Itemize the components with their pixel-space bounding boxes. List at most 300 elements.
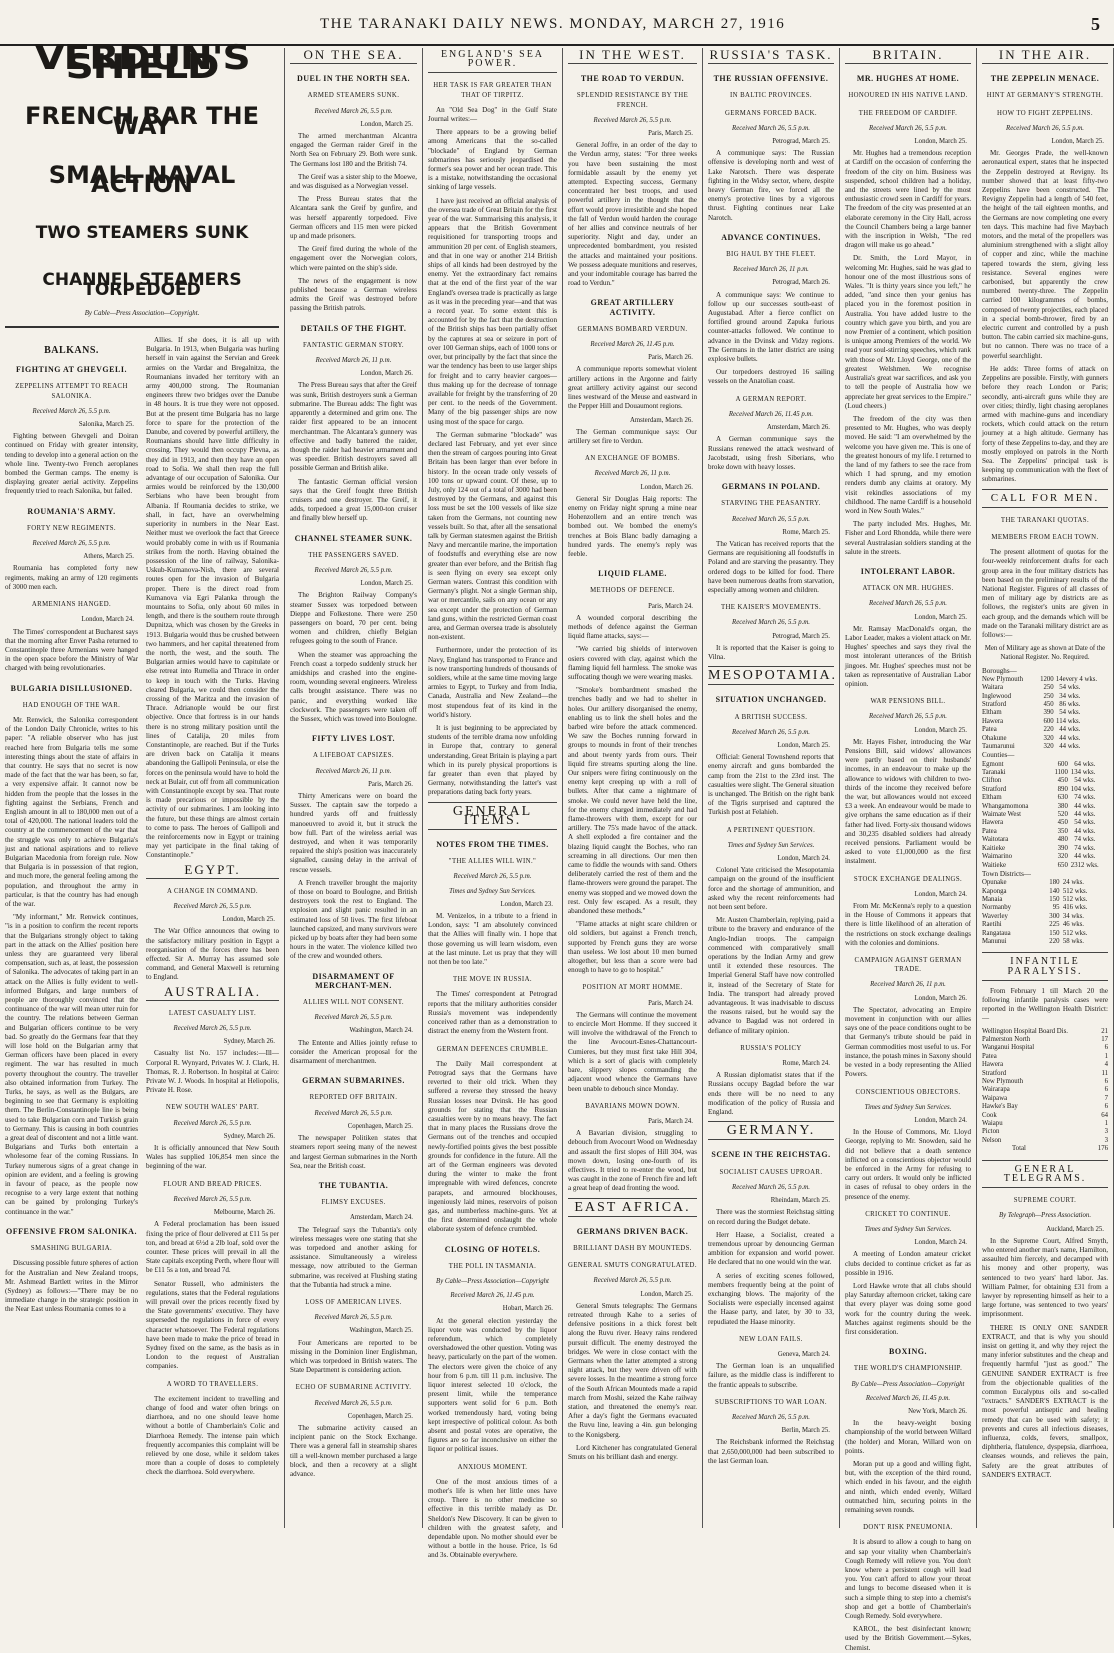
- place-date: Auckland, March 25.: [1046, 1225, 1104, 1233]
- paragraph: A meeting of London amateur cricket clubs decided to continue cricket as far as possible in 1916.: [845, 1250, 971, 1277]
- table-row: [982, 862, 1108, 870]
- table-cell: every 4 wks.: [1062, 675, 1098, 683]
- paragraph: The party included Mrs. Hughes, Mr. Fisher and Lord Rhondda, while there were several Australasian soldiers standing at the salute in the streets.: [845, 520, 971, 556]
- table-cell: 6 wks.: [1066, 921, 1084, 929]
- table-cell: 4: [1074, 802, 1078, 810]
- subhead: POSITION AT MORT HOMME.: [582, 984, 683, 992]
- subhead: ROUMANIA'S ARMY.: [27, 506, 116, 516]
- paragraph: "My informant," Mr. Renwick continues, "is in a position to confirm the recent reports that the Bulgarians strongly object to taking part in the attack on the Allies' position here unless they are guaranteed very liberal compensation, such as, at least, the possession of Salonika. The advocates of taking part in an attack on the Allies is fully evident to well-informed Bulgars, and large numbers of people are thoroughly convinced that the continuance of the war will mean utter ruin for the country. The relations between German and Bulgarian officers continue to be very bad. So greatly do the Germans fear that they will lose hold on the Bulgarian army that German officers have been placed in every regiment. The war has resulted in much poverty throughout the country. The traveller also obtained information from Turkey. The Turks, he says, as well as the Bulgars, are beginning to see that Germany is exploiting them. The Berlin-Constantinople line is being used to take Bulgarian corn and Turkish grain to Germany. This is causing in both countries a great deal of discontent and not a little want. Bulgarians and Turks both entertain a wholesome fear of the coming Russians. In Turkey numerous signs of a great change in opinion are evident, and a feeling is growing in favour of peace, as the people now recognise to a very large extent that nothing can be gained by prolonging Turkey's continuance in the war.": [5, 913, 138, 1216]
- paragraph: Mr. Hughes had a tremendous reception at Cardiff on the occasion of conferring the freedom of the city on him. Business was suspended, school children had a holiday, and the streets were lined by the most enthusiastic crowd seen in Cardiff for years. The freedom of the city was presented at an elaborate ceremony in the City Hall, across the Council Chambers being a large banner with the inscription in Welsh, "The red dragon will make us go ahead.": [845, 149, 971, 250]
- paragraph: There was the stormiest Reichstag sitting on record during the Budget debate.: [708, 1208, 834, 1226]
- dateline: Received March 26, 5.5 p.m.: [314, 107, 393, 115]
- place-date: Amsterdam, March 26.: [766, 424, 830, 432]
- place-date: Paris, March 24.: [648, 602, 693, 610]
- subhead: BAVARIANS MOWN DOWN.: [585, 1102, 680, 1110]
- subhead: INTOLERANT LABOR.: [860, 566, 956, 576]
- dateline: Received March 26, 11.45 p.m.: [728, 410, 814, 418]
- table-row: [982, 811, 1108, 819]
- section-head-in-the-west: IN THE WEST.: [568, 50, 697, 64]
- place-date: Paris, March 25.: [648, 130, 693, 138]
- paragraph: A communique says: We continue to follow up our successes south-east of Augustabad. After a fierce conflict on fortified ground around Zapuka furious counter-attacks followed. We continue to advance in the Dvinsk and Vidzy regions. The Germans in the latter district are using explosive bullets.: [708, 290, 834, 364]
- section-head-mesopotamia: MESOPOTAMIA.: [708, 666, 834, 685]
- table-cell: Waitara: [982, 684, 1003, 692]
- table-cell: Hawera: [982, 1061, 1004, 1069]
- table-cell: 4 wks.: [1077, 794, 1096, 802]
- subhead: DON'T RISK PNEUMONIA.: [863, 1524, 953, 1532]
- table-cell: Patea: [982, 1052, 997, 1060]
- table-cell: 150: [1049, 929, 1060, 937]
- paragraph: Mr. Austen Chamberlain, replying, paid a tribute to the bravery and endurance of the Anglo-Indian troops. The campaign commenced with comparatively small operations by the Indian Army and grew until it extended these resources. The Imperial General Staff have now controlled it, instead of the Secretary of State for India. The transport had already proved advantageous. It was inadvisable to discuss the reasons raised, but he would say the advance to Bagdad was not ordered in defiance of military opinion.: [708, 916, 834, 1035]
- table-row: [982, 1061, 1108, 1069]
- table-cell: 4 wks.: [1066, 879, 1084, 887]
- table-cell: 4 wks.: [1062, 692, 1081, 700]
- table-row: [982, 879, 1108, 887]
- place-date: Salonika, March 25.: [78, 421, 134, 429]
- subhead: DETAILS OF THE FIGHT.: [300, 323, 407, 333]
- subhead: CRICKET TO CONTINUE.: [865, 1210, 951, 1218]
- table-cell: Clifton: [982, 777, 1002, 785]
- table-cell: 14: [1055, 675, 1063, 683]
- table-cell: 6: [1104, 1103, 1108, 1111]
- banner-headline-1: VERDUN'S SHIELD: [34, 38, 250, 88]
- place-date: Geneva, March 24.: [777, 1350, 830, 1358]
- subhead: METHODS OF DEFENCE.: [590, 587, 675, 595]
- table-cell: 8: [1059, 701, 1063, 708]
- quota-table-towns: [982, 879, 1108, 946]
- table-cell: 140: [1049, 887, 1060, 895]
- section-head-australia: AUSTRALIA.: [146, 987, 279, 1001]
- subhead: A LIFEBOAT CAPSIZES.: [313, 752, 394, 760]
- place-date: Copenhagen, March 25.: [347, 1412, 413, 1420]
- paragraph: The freedom of the city was then presented to Mr. Hughes, who was deeply moved. He said: "I am overwhelmed by the welcome you have given me. This is one of the greatest honours of my life. I returned to the land of my fathers to see the race from which I had sprung, and my emotion renders dumb any claims at oratory. My visit rekindles associations of my childhood. The name Cardiff is a household word in New South Wales.": [845, 414, 971, 515]
- table-row: [982, 1103, 1108, 1111]
- paragraph: The fantastic German official version says that the Greif fought three British cruisers and one destroyer. The Greif, it adds, torpedoed a great 15,000-ton cruiser and finally blew herself up.: [290, 477, 417, 523]
- table-cell: 5: [1062, 887, 1067, 895]
- table-cell: Stratford: [982, 1069, 1007, 1077]
- subhead: ANXIOUS MOMENT.: [457, 1463, 528, 1471]
- paragraph: In the heavy-weight boxing championship of the world between Willard (the holder) and Moran, Willard won on points.: [845, 1419, 971, 1455]
- table-cell: 4 wks.: [1077, 760, 1096, 768]
- table-cell: 4 wks.: [1062, 734, 1081, 742]
- dateline: Received March 26, 5.5 p.m.: [32, 540, 111, 548]
- subhead: SPLENDID RESISTANCE BY THE FRENCH.: [576, 92, 689, 109]
- total-label: Total: [1012, 1145, 1026, 1153]
- subhead: ECHO OF SUBMARINE ACTIVITY.: [295, 1384, 412, 1392]
- subhead: DISARMAMENT OF MERCHANT-MEN.: [312, 971, 395, 990]
- table-row: [982, 1044, 1108, 1052]
- subhead: THE FREEDOM OF CARDIFF.: [858, 109, 958, 117]
- paragraph: Thirty Americans were on board the Sussex. The captain saw the torpedo a hundred yards off and fruitlessly manoeuvred to avoid it, but it struck the bow full. Part of the wireless aerial was destroyed, and when it was temporarily repaired the ship's position was inaccurately signalled, causing delay in the arrival of rescue vessels.: [290, 792, 417, 874]
- balkans-two-columns: [5, 336, 279, 1482]
- source-line: Times and Sydney Sun Services.: [449, 887, 536, 895]
- balkans-left: [5, 336, 138, 1482]
- subhead: LIQUID FLAME.: [598, 569, 667, 579]
- subhead: STOCK EXCHANGE DEALINGS.: [853, 875, 963, 883]
- table-cell: 1: [1104, 1120, 1108, 1128]
- place-date: Petrograd, March 26.: [772, 279, 830, 287]
- table-cell: 5: [1074, 819, 1078, 827]
- paragraph: A series of exciting scenes followed, members frequently being at the point of exchanging blows. The majority of the Socialists were especially incensed against the Haase party, and later, by 30 to 33, repudiated the Haase minority.: [708, 1271, 834, 1326]
- paragraph: The Germans will continue the movement to encircle Mort Homme. If they succeed it will involve the withdrawal of the French to the line Avocourt-Esnes-Chattancourt-Cumieres, but they must first take Hill 304, which is a sort of glacis with completely bare, slippery slopes commanding the adjacent wood whence the Germans have been unable to debouch since Monday.: [568, 1010, 697, 1093]
- section-head-call-for-men: CALL FOR MEN.: [982, 489, 1108, 508]
- section-head-balkans: BALKANS.: [44, 345, 99, 357]
- table-cell: Waipawa: [982, 1094, 1008, 1102]
- place-date: London, March 26.: [914, 994, 967, 1002]
- subhead: SMASHING BULGARIA.: [30, 1245, 113, 1253]
- subhead: A CHANGE IN COMMAND.: [166, 887, 259, 895]
- paragraph: The War Office announces that owing to the satisfactory military position in Egypt a reorganisation of the forces there has been effected. Sir A. Murray has assumed sole command, and General Maxwell is returning to England.: [146, 927, 279, 982]
- table-row: [982, 853, 1108, 861]
- table-cell: 4 wks.: [1066, 912, 1084, 920]
- table-cell: 6: [1104, 1044, 1108, 1052]
- table-cell: Waverley: [982, 912, 1008, 920]
- table-cell: 17: [1101, 1036, 1108, 1043]
- table-row: [982, 1095, 1108, 1103]
- table-row: [982, 701, 1108, 709]
- table-cell: 600: [1057, 760, 1068, 768]
- subhead: MEMBERS FROM EACH TOWN.: [991, 533, 1099, 541]
- subhead: NOTES FROM THE TIMES.: [436, 840, 549, 850]
- subhead: GERMANS BOMBARD VERDUN.: [577, 325, 688, 333]
- paragraph: When the steamer was approaching the French coast a torpedo suddenly struck her amidships and crashed into the engine-room, wounding several engineers. Wireless calls brought assistance. There was no panic, and everything worked like clockwork. The passengers were taken off the Sussex, which was towed into Boulogne.: [290, 650, 417, 723]
- source-line: Times and Sydney Sun Services.: [727, 841, 815, 849]
- place-date: Sydney, March 26.: [223, 1038, 275, 1046]
- table-cell: 320: [1043, 734, 1054, 742]
- subhead: THE KAISER'S MOVEMENTS.: [720, 604, 822, 612]
- column-britain: [840, 47, 977, 1652]
- table-row: [982, 761, 1108, 769]
- paragraph: Mr. Hayes Fisher, introducing the War Pensions Bill, said widows' allowances were partly based on their husbands' incomes, in an endeavour to make up the allowance to widows with children to two-thirds of the income they received before the war, but allowances would not exceed £3 a week. An endeavour would be made to give orphans the same education as if their father had lived. Forty-six thousand widows and 30,235 disabled soldiers had already received pensions. Parliament would be asked to vote £1,000,000 as the first instalment.: [845, 737, 971, 866]
- subhead: HONOURED IN HIS NATIVE LAND.: [848, 92, 968, 100]
- dateline: Received March 26, 11 p.m.: [733, 266, 809, 274]
- paragraph: He adds: Three forms of attack on Zeppelins are possible. Firstly, with gunners before they reach London or Paris; secondly, anti-aircraft guns while they are over cities; thirdly, light chasing aeroplanes armed with machine-guns and incendiary rockets, which could attack on the return journey at a high altitude. Germany has forty of these Zeppelins to-day, and they are mostly employed on patrols in the North Sea. The Zeppelins' principal task is keeping up communication with the fleet of submarines.: [982, 364, 1108, 484]
- place-date: London, March 25.: [914, 613, 967, 621]
- banner-headline-5: CHANNEL STEAMERS TORPEDOED: [42, 270, 242, 300]
- divider: [5, 326, 279, 328]
- subhead: GERMAN DEFENCES CRUMBLE.: [436, 1045, 549, 1053]
- table-cell: Kaitieke: [982, 844, 1006, 852]
- dateline: Received March 26, 5.5 p.m.: [314, 1109, 393, 1117]
- section-head-general-items: GENERAL ITEMS.: [428, 802, 557, 830]
- place-date: Berlin, March 25.: [781, 1427, 830, 1435]
- table-cell: 450: [1057, 819, 1068, 827]
- subhead: THE PASSENGERS SAVED.: [308, 551, 399, 559]
- subhead: BULGARIA DISILLUSIONED.: [10, 683, 133, 693]
- subhead: MR. HUGHES AT HOME.: [856, 74, 960, 84]
- table-row: [982, 1078, 1108, 1086]
- table-cell: 16 wks.: [1066, 904, 1088, 912]
- section-head-in-the-air: IN THE AIR.: [982, 50, 1108, 64]
- table-cell: 7: [1104, 1094, 1108, 1102]
- column-banner-balkans: [0, 38, 285, 1528]
- paragraph: The Greif fired during the whole of the engagement over the Norwegian colors, which were painted on the ship's side.: [290, 245, 417, 272]
- subhead: ALLIES WILL NOT CONSENT.: [302, 999, 405, 1007]
- subhead: ARMENIANS HANGED.: [31, 601, 112, 609]
- table-cell: 6: [1104, 1086, 1108, 1094]
- paragraph: Furthermore, under the protection of its Navy, England has transported to France and is now transporting hundreds of thousands of soldiers, while at the same time moving large armies to Egypt, to Turkey and from India, Canada, Australia and New Zealand—the most stupendous feat of its kind in the world's history.: [428, 646, 557, 719]
- paragraph: At the general election yesterday the liquor vote was conducted by the liquor referendum, which completely overshadowed the other question. Voting was heavy, particularly on the part of the women. The electors were given the choice of any hour from 6 p.m. till 11 p.m. inclusive. The liquor interest selected 10 o'clock, the present limit, while the temperance supporters went solid for 6 p.m. Both worked tremendously hard, voting being kept irrespective of political colour. As both absent and postal votes are operative, the figures are so far inconclusive on either the liquor or political issues.: [428, 1316, 557, 1454]
- table-cell: 1100: [1054, 769, 1068, 777]
- paragraph: KAROL, the best disinfectant known; used by the British Government.—Sykes, Chemist.: [845, 1625, 971, 1652]
- subhead: HAD ENOUGH OF THE WAR.: [22, 701, 121, 709]
- credit-line: By Cable—Press Association—Copyright: [851, 1380, 965, 1388]
- table-row: [982, 896, 1108, 904]
- paragraph: "We carried big shields of interwoven osiers covered with clay, against which the flaming liquid fell harmless. The smoke was suffocating though we were wearing masks.: [568, 645, 697, 681]
- paragraph: A communique reports somewhat violent artillery actions in the Argonne and fairly great artillery activity against our second lines westward of the Meuse and eastward in the Pepper Hill and Douaumont regions.: [568, 365, 697, 411]
- subhead: "THE ALLIES WILL WIN.": [448, 858, 537, 866]
- place-date: London, March 24.: [81, 616, 134, 624]
- paragraph: The Spectator, advocating an Empire movement in conjunction with our allies says one of the peace conditions ought to be that Germany's tribute should be paid in German commodities most useful to us. For instance, the potash mines in Saxony should be vested in a body representing the Allied Powers.: [845, 1005, 971, 1079]
- dateline: Received March 26, 5.5 p.m.: [593, 1277, 672, 1285]
- total-value: 176: [1097, 1145, 1108, 1153]
- table-cell: 300: [1049, 912, 1060, 920]
- subhead: STARVING THE PEASANTRY.: [721, 500, 821, 508]
- subhead: GENERAL SMUTS CONGRATULATED.: [568, 1262, 697, 1270]
- subhead: GERMANS DRIVEN BACK.: [576, 1226, 689, 1236]
- table-cell: 4 wks.: [1077, 811, 1096, 819]
- table-cell: 4 wks.: [1077, 802, 1096, 810]
- paragraph: The Times' correspondent at Petrograd reports that the military authorities consider Russia's movement was independently conceived rather than as a demonstration to distract the enemy from the Western front.: [428, 990, 557, 1036]
- paragraph: From Mr. McKenna's reply to a question in the House of Commons it appears that there is little likelihood of an alteration of the restrictions on stock exchange dealings with the colonies and dominions.: [845, 902, 971, 947]
- paragraph: The German communique says: Our artillery set fire to Verdun.: [568, 427, 697, 445]
- place-date: Paris, March 26.: [368, 780, 413, 788]
- place-date: London, March 24.: [914, 1239, 967, 1247]
- dateline: Received March 26, 11 p.m.: [594, 470, 671, 478]
- section-head-on-the-sea: ON THE SEA.: [290, 50, 417, 64]
- paragraph: It is absurd to allow a cough to hang on and sap your vitality when Chamberlain's Cough Remedy will relieve you. You don't know where a persistent cough will lead you. You can't afford to allow your throat and lungs to become diseased when it is such a simple thing to step into a chemist's shop and get a bottle of Chamberlain's Cough Remedy. Sold everywhere.: [845, 1538, 971, 1621]
- paragraph: Mr. Ramsay MacDonald's organ, the Labor Leader, makes a violent attack on Mr. Hughes' speeches and says they rival the most intolerant utterances of the British jingoes. Mr. Hughes' speeches must not be taken as representative of Australian Labor opinion.: [845, 624, 971, 688]
- dateline: Received March 26, 5.5 p.m.: [869, 713, 947, 721]
- quota-table-header: Men of Military age as shown at Date of the National Register. No. Required.: [984, 645, 1106, 662]
- table-cell: 650: [1057, 861, 1068, 869]
- paragraph: There appears to be a growing belief among Americans that the so-called "blockade" of England by German submarines has seriously jeopardised the former's sea power and her ocean trade. This is a mistake, notwithstanding the occasional sinking of large vessels.: [428, 128, 557, 192]
- table-cell: 6 wks.: [1062, 701, 1081, 708]
- subhead: RUSSIA'S POLICY: [740, 1044, 802, 1052]
- subhead: HOW TO FIGHT ZEPPELINS.: [997, 109, 1093, 117]
- subhead: ARMED STEAMERS SUNK.: [307, 92, 400, 100]
- table-row: [982, 1036, 1108, 1044]
- subhead: FLOUR AND BREAD PRICES.: [163, 1180, 262, 1188]
- table-cell: 4: [1059, 743, 1063, 751]
- table-cell: 11: [1056, 717, 1063, 725]
- paragraph: A communique says: The Russian offensive is developing north and west of Lake Narotsch. There was desperate fighting in the Widsy sector, where, despite heavy German fire, we forced all the enemy's protective lines by a vigorous thrust. Fighting continues near Lake Narotch.: [708, 149, 834, 222]
- table-cell: 220: [1043, 726, 1054, 734]
- paragraph: A German communique says the Russians renewed the attack westward of Jacobstadt, using fresh Siberians, who broke down with heavy losses.: [708, 435, 834, 471]
- table-cell: Manaia: [982, 895, 1003, 903]
- table-row: [982, 888, 1108, 896]
- table-cell: Nelson: [982, 1136, 1002, 1144]
- table-cell: 4 wks.: [1077, 785, 1096, 793]
- subhead: GERMANS IN POLAND.: [721, 482, 821, 492]
- place-date: London, March 25.: [777, 741, 830, 749]
- dateline: Received March 26, 5.5 p.m.: [869, 124, 947, 132]
- masthead-title: THE TARANAKI DAILY NEWS. MONDAY, MARCH 27, 1916: [320, 16, 786, 32]
- table-cell: Kaponga: [982, 887, 1007, 895]
- section-head-englands-sea-power: ENGLAND'S SEA POWER.: [428, 50, 557, 73]
- paragraph: From February 1 till March 20 the following infantile paralysis cases were reported in the Wellington Health District:—: [982, 986, 1108, 1023]
- dateline: Received March 26, 11 p.m.: [870, 981, 946, 989]
- subhead: CHANNEL STEAMER SUNK.: [294, 533, 413, 543]
- place-date: Athens, March 25.: [83, 553, 134, 561]
- table-cell: 4 wks.: [1062, 684, 1081, 692]
- table-cell: 23: [1070, 861, 1078, 869]
- table-cell: 890: [1057, 785, 1068, 793]
- subhead: NEW LOAN FAILS.: [739, 1335, 803, 1343]
- table-row: [982, 1028, 1108, 1036]
- subhead: SCENE IN THE REICHSTAG.: [711, 1150, 831, 1160]
- table-cell: 5: [1059, 709, 1063, 717]
- subhead: HER TASK IS FAR GREATER THAN THAT OF TIRPITZ.: [433, 82, 552, 99]
- subhead: DUEL IN THE NORTH SEA.: [296, 74, 411, 84]
- subhead: CLOSING OF HOTELS.: [444, 1244, 541, 1254]
- dateline: Received March 26, 5.5 p.m.: [173, 1025, 252, 1033]
- table-cell: Palmerston North: [982, 1036, 1031, 1043]
- place-date: London, March 25.: [914, 138, 967, 146]
- table-cell: 95: [1052, 904, 1060, 912]
- column-in-the-west: [563, 48, 703, 1528]
- page-number: 5: [1091, 14, 1100, 34]
- table-cell: Waiapu: [982, 1120, 1003, 1128]
- table-row: [982, 735, 1108, 743]
- table-cell: 3: [1062, 912, 1067, 920]
- paragraph: The Press Bureau states that the Alcantara sank the Greif by gunfire, and was herself apparently torpedoed. Five German officers and 115 men were picked up and made prisoners.: [290, 195, 417, 241]
- paragraph: The Press Bureau says that after the Greif was sunk, British destroyers sunk a German submarine. The Bureau adds: The fight was apparently a determined and grim one. The raider first appeared to be an innocent merchantman. The Alcantara's gunnery was effective and badly battered the raider, though the raider had heavier armament and was speedier. British destroyers saved all possible German and British alike.: [290, 381, 417, 473]
- subhead: BRILLIANT DASH BY MOUNTEDS.: [573, 1244, 692, 1252]
- table-cell: 4 wks.: [1062, 726, 1081, 734]
- subhead: IN BALTIC PROVINCES.: [730, 92, 812, 100]
- table-cell: 3: [1104, 1128, 1108, 1136]
- table-cell: 4 wks.: [1077, 819, 1096, 827]
- paragraph: Colonel Yate criticised the Mesopotamia campaign on the ground of the insufficient force and the shortage of ammunition, and asked why the recent reinforcements had not been sent before.: [708, 866, 834, 912]
- table-cell: 4 wks.: [1077, 853, 1096, 861]
- paragraph: A French traveller brought the majority of those on board to Boulogne, and British destroyers took the rest to England. The explosion and slight panic resulted in an estimated loss of 50 lives. The first lifeboat launched capsized, and many survivors were picked up by boats after they had been some hours in the water. The violence killed two of the crew and wounded others.: [290, 878, 417, 961]
- paragraph: The excitement incident to travelling and change of food and water often brings on diarrhoea, and no one should leave home without a bottle of Chamberlain's Colic and Diarrhoea Remedy. The intense pain which frequently accompanies this complaint will be relieved by one dose, while it seldom takes more than a couple of doses to completely check the diarrhoea. Sold everywhere.: [146, 1394, 279, 1477]
- dateline: Received March 26, 5.5 p.m.: [314, 1314, 393, 1322]
- paragraph: A Russian diplomatist states that if the Russians occupy Bagdad before the war ends there will be no need to any modification of the policy of Russia and England.: [708, 1071, 834, 1117]
- paragraph: M. Venizelos, in a tribute to a friend in London, says: "I am absolutely convinced that the Allies will finally win. I hope that those governing us will learn wisdom, even at the last minute. Let us pray that they will not then be too late.": [428, 912, 557, 967]
- quota-towns-label: Town Districts—: [982, 869, 1031, 878]
- place-date: Amsterdam, March 26.: [629, 416, 693, 424]
- dateline: Received March 26, 5.5 p.m.: [314, 566, 393, 574]
- place-date: New York, March 26.: [908, 1407, 967, 1415]
- place-date: London, March 24.: [777, 855, 830, 862]
- table-cell: 4 wks.: [1077, 769, 1096, 777]
- subhead: SUBSCRIPTIONS TO WAR LOAN.: [715, 1398, 827, 1406]
- paragraph: The news of the engagement is now published because a German wireless admits the Greif was destroyed before passing the British patrols.: [290, 276, 417, 313]
- subhead: CONSCIENTIOUS OBJECTORS.: [855, 1088, 961, 1096]
- section-head-infantile-paralysis: INFANTILE PARALYSIS.: [982, 952, 1108, 980]
- table-cell: Hawera: [982, 717, 1004, 725]
- table-cell: 520: [1057, 811, 1068, 819]
- dateline: Received March 26, 5.5 p.m.: [593, 116, 672, 124]
- section-head-germany: GERMANY.: [708, 1121, 834, 1140]
- paragraph: Discussing possible future spheres of action for the Australian and New Zealand troops, Mr. Ashmead Bartlett writes in the Mirror (Sydney) as follows:—"There may be no immediate change in the strategic position in the Near East unless Roumania comes to a: [5, 1259, 138, 1314]
- table-cell: 4: [1074, 811, 1078, 819]
- subhead: FANTASTIC GERMAN STORY.: [303, 341, 404, 349]
- place-date: Rheindam, March 25.: [770, 1197, 830, 1205]
- table-cell: Wanganui Hospital: [982, 1044, 1035, 1052]
- table-cell: 21: [1101, 1027, 1108, 1035]
- subhead: NEW SOUTH WALES' PART.: [165, 1104, 260, 1112]
- table-row: [982, 1053, 1108, 1061]
- table-cell: 220: [1049, 937, 1060, 945]
- dateline: Received March 26, 5.5 p.m.: [453, 873, 532, 881]
- table-cell: Cook: [982, 1111, 997, 1119]
- column-russias-task: [703, 48, 840, 1528]
- table-cell: Whangamomona: [982, 802, 1029, 810]
- table-cell: New Plymouth: [982, 1078, 1023, 1086]
- table-cell: 7: [1074, 836, 1078, 844]
- table-cell: 7: [1074, 844, 1078, 852]
- table-cell: 180: [1049, 879, 1060, 887]
- paragraph: Our torpedoers destroyed 16 sailing vessels on the Anatolian coast.: [708, 368, 834, 386]
- table-cell: 380: [1057, 802, 1068, 810]
- place-date: Paris, March 24.: [648, 999, 693, 1007]
- place-date: London, March 25.: [222, 916, 275, 924]
- paragraph: Allies. If she does, it is all up with Bulgaria. In 1913, when Bulgaria was hurling herself in vain against the Servian and Greek armies on the Vardar and Bregalnitza, the Roumanians invaded her territory with an army 400,000 strong. The Roumanian engineers threw two bridges over the Danube in 48 hours. It is true they were not opposed. But at the present time Bulgaria has no large force to spare for the protection of the Danube, and covered by powerful artillery, the Roumanians should have little difficulty in crossing. They would then occupy Plevna, as they did in 1913, and then they have an open road to Sofia. We shall then reap the full advantage of our occupation of Salonika. Our armies would be reinforced by the 130,000 Serbians who have been brought from Albania. If Roumania decides to strike, we shall, in fact, have an overwhelming superiority in numbers in the Near East. Neither must we overlook the fact that Greece would probably come in with us if Roumania strikes from the north. Having obtained the possession of the line of railway, Salonika-Uskub-Kumanova-Nish, there are several routes open for the invasion of Bulgaria proper. There is the direct road from Kumanova via Egri Palanka through the mountains to Sofia, only about 60 miles in length, and there is the southern route through Dupnitza, which was chosen by the Greeks in 1913. Bulgaria would thus be crushed between two hammers, and her capital threatened from the north, the west, and the south. The Bulgarian armies would have to capitulate or else retreat into Rumelia and Thrace in order to keep in touch with the Turks. Having cleared Bulgaria, we could then consider the crossing of the Maritza and the invasion of Thrace. Adrianople would be our first objective. Once that fortress is in our hands there is no strong military position until the lines of Catalija, 20 miles from Constantinople, are reached. But if the Turks are driven back on Catalija it means abandoning the Gallipoli Peninsula, or else the forces on the peninsula would have to hold the neck at Bulair, cut off from all communication with Constantinople except by sea. That route is made precarious or impossible by the activity of our submarines. I am looking into the future, but these things are almost certain to come to pass. The heroes of Gallipoli and the reinforcements now in Egypt or training may yet participate in the final taking of Constantinople.": [146, 336, 279, 860]
- subhead: A WORD TO TRAVELLERS.: [166, 1380, 259, 1388]
- subhead: GREAT ARTILLERY ACTIVITY.: [590, 298, 675, 317]
- dateline: Received March 26, 5.5 p.m.: [314, 1014, 393, 1022]
- dateline: Received March 26, 11.45 p.m.: [590, 341, 675, 349]
- paragraph: A wounded corporal describing the methods of defence against the German liquid flame attacks, says:—: [568, 613, 697, 641]
- paragraph: I have just received an official analysis of the oversea trade of Great Britain for the first year of the war. Summarising this analysis, it appears that the British Government requisitioned for transporting troops and ammunition 20 per cent. of English steamers, and that in one way or another 214 British ships of all kinds had been destroyed by the enemy. Yet the extraordinary fact remains that at the end of the first year of the war England's oversea trade is practically as large as it was in the preceding year—and that was a record year. To some extent this is accounted for by the fact that the destruction of the British ships has been partially offset by the captures at sea or seizure in port of over 100 German ships, each of 1000 tons or over, but principally by the fact that since the war the tendency has been to use larger ships for freight and to carry heavier cargoes—thus making up for the decrease of tonnage available for freight by the transferring of 20 per cent. to the needs of the Government. Many of the big passenger ships are now using most of the space for cargo.: [428, 196, 557, 426]
- subhead: SUPREME COURT.: [1013, 1197, 1077, 1205]
- paragraph: It is officially announced that New South Wales has supplied 106,854 men since the beginning of the war.: [146, 1144, 279, 1171]
- table-cell: Wairarapa: [982, 1086, 1010, 1094]
- table-cell: 4: [1059, 726, 1063, 734]
- table-cell: 12 wks.: [1077, 861, 1099, 869]
- table-cell: 10: [1070, 785, 1078, 793]
- subhead: THE TUBANTIA.: [318, 1180, 389, 1190]
- table-cell: Egmont: [982, 760, 1004, 768]
- subhead: LATEST CASUALTY LIST.: [168, 1009, 257, 1017]
- place-date: Hobart, March 26.: [502, 1305, 553, 1313]
- table-cell: 1200: [1040, 675, 1054, 683]
- subhead: ADVANCE CONTINUES.: [721, 232, 821, 242]
- place-date: Washington, March 25.: [349, 1327, 413, 1335]
- paragraph: The Greif was a sister ship to the Moewe, and was disguised as a Norwegian vessel.: [290, 172, 417, 191]
- table-cell: 3: [1059, 692, 1063, 700]
- table-row: [982, 709, 1108, 717]
- dateline: Received March 26, 5.5 p.m.: [869, 600, 947, 608]
- table-cell: 600: [1043, 717, 1054, 725]
- table-cell: Patea: [982, 726, 997, 734]
- table-cell: 150: [1049, 895, 1060, 903]
- subhead: A BRITISH SUCCESS.: [734, 713, 808, 721]
- table-cell: 250: [1043, 692, 1054, 700]
- table-cell: Eltham: [982, 709, 1002, 717]
- table-cell: 450: [1043, 701, 1054, 708]
- place-date: Petrograd, March 25.: [772, 632, 830, 640]
- quota-counties-label: Counties—: [982, 751, 1015, 760]
- paragraph: The Vatican has received reports that the Germans are requisitioning all foodstuffs in Poland and are starving the peasantry. They ordered dogs to be killed for food. There have been numerous deaths from starvation, especially among women and children.: [708, 539, 834, 594]
- table-row: [982, 921, 1108, 929]
- table-row: [982, 1137, 1108, 1145]
- table-row: [982, 676, 1108, 684]
- paragraph: Dr. Smith, the Lord Mayor, in welcoming Mr. Hughes, said he was glad to honour one of the most illustrious sons of Wales. "It is thirty years since you left," he added, "and since then your genius has placed you in the foremost position in Australia. You have added lustre to the country which gave you birth, and you are now Premier of a continent, which position is unique among Premiers of the world. We read your soul-stirring speeches, which rank with those of Mr. Lloyd George, one of the greatest Welshmen. We recognise Australia's great war sacrifices, and ask you to tell the people of Australia how we appreciate her great services to the Empire." (Loud cheers.): [845, 254, 971, 410]
- quota-boroughs-label: Boroughs—: [982, 666, 1017, 675]
- table-cell: 11: [1101, 1069, 1108, 1077]
- paragraph: The submarine activity caused an incipient panic on the Stock Exchange. There was a general fall in steamship shares till a well-known member purchased a large block, and then a recovery at a slight advance.: [290, 1423, 417, 1478]
- dateline: Received March 26, 5.5 p.m.: [314, 1399, 393, 1407]
- table-cell: 225: [1049, 921, 1060, 929]
- table-row: [982, 904, 1108, 912]
- subhead: FIFTY LIVES LOST.: [312, 734, 395, 744]
- table-cell: 4 wks.: [1077, 844, 1096, 852]
- place-date: London, March 25.: [360, 580, 413, 588]
- table-row: [982, 1086, 1108, 1094]
